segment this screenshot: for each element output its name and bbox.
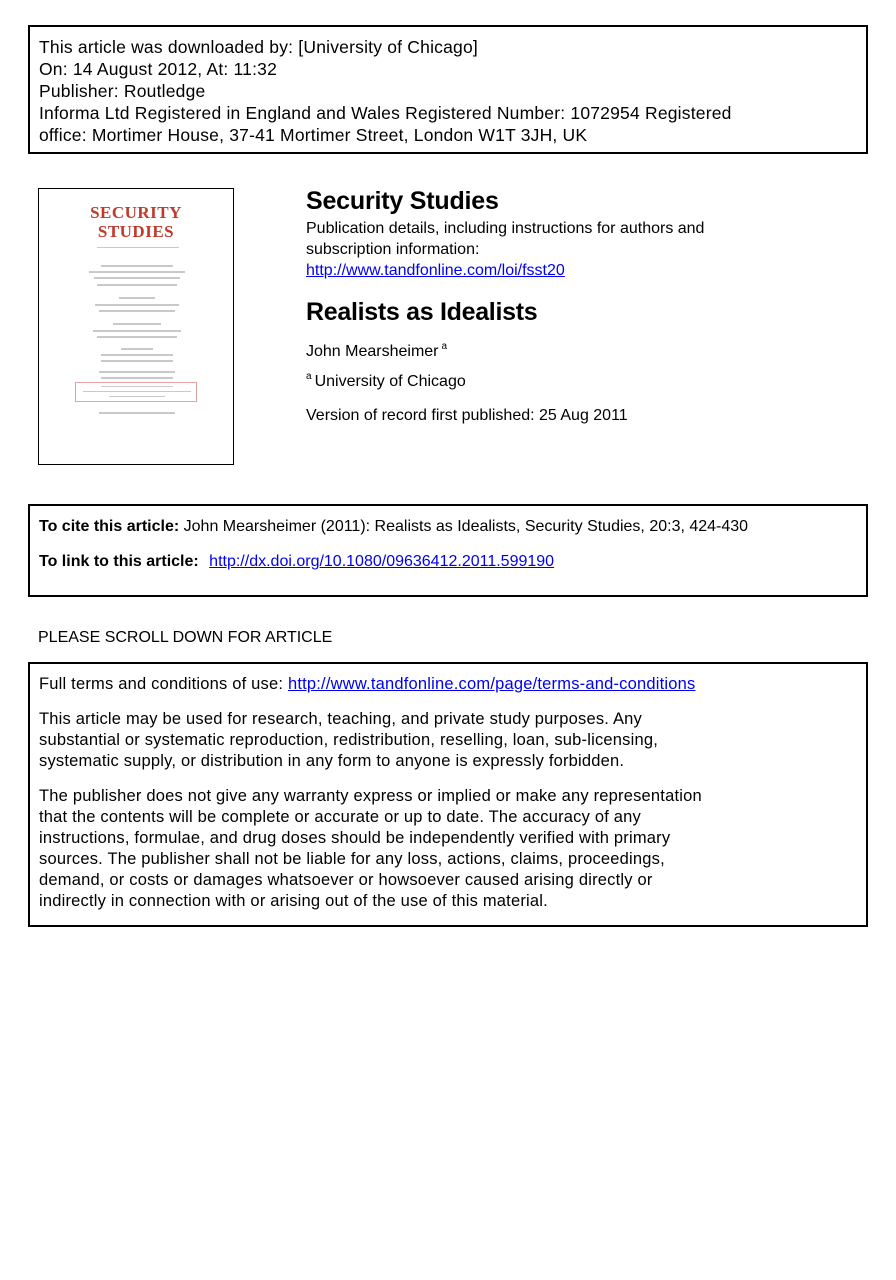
terms-row <box>39 674 866 695</box>
article-title: Realists as Idealists <box>306 298 538 326</box>
download-info-line: Publisher: Routledge <box>39 81 206 101</box>
download-info-line: This article was downloaded by: [University of Chicago] <box>39 37 478 57</box>
cover-decor-line <box>93 330 181 332</box>
cite-label: To cite this article: <box>39 518 180 535</box>
cover-decor-line <box>89 271 185 273</box>
cover-decor-line <box>97 336 177 338</box>
author-line <box>306 337 866 362</box>
terms-line: The publisher does not give any warranty express or implied or make any representation <box>39 787 702 805</box>
affiliation-line <box>306 366 866 393</box>
download-info-line: On: 14 August 2012, At: 11:32 <box>39 59 278 79</box>
terms-line: This article may be used for research, teaching, and private study purposes. Any <box>39 710 642 728</box>
terms-line: sources. The publisher shall not be liable for any loss, actions, claims, proceedings, <box>39 850 665 868</box>
cover-decor-line <box>95 304 179 306</box>
terms-box <box>28 662 868 927</box>
doi-link[interactable]: http://dx.doi.org/10.1080/09636412.2011.599190 <box>209 553 555 570</box>
terms-line: instructions, formulae, and drug doses should be independently verified with primary <box>39 829 671 847</box>
terms-line: indirectly in connection with or arising out of the use of this material. <box>39 892 548 910</box>
cover-decor-line <box>101 360 173 362</box>
article-header <box>306 184 866 427</box>
terms-link[interactable]: http://www.tandfonline.com/page/terms-and-conditions <box>287 675 696 693</box>
terms-line: systematic supply, or distribution in any form to anyone is expressly forbidden. <box>39 752 625 770</box>
cover-decor-line <box>97 247 179 248</box>
cover-decor-line <box>94 277 180 279</box>
download-info-line: office: Mortimer House, 37-41 Mortimer Street, London W1T 3JH, UK <box>39 125 588 145</box>
cover-decor-line <box>113 323 161 325</box>
cover-decor-line <box>99 412 175 414</box>
cover-decor-line <box>109 396 165 397</box>
publication-details-line: Publication details, including instructions for authors and <box>306 220 705 237</box>
cover-decor-line <box>119 297 155 299</box>
link-row <box>39 551 866 573</box>
journal-cover-image <box>38 188 234 465</box>
cover-decor-line <box>97 284 177 286</box>
download-info-line: Informa Ltd Registered in England and Wales Registered Number: 1072954 Registered <box>39 103 732 123</box>
scroll-down-note: PLEASE SCROLL DOWN FOR ARTICLE <box>38 629 333 646</box>
publication-details <box>306 218 866 281</box>
terms-paragraph-disclaimer <box>39 786 866 912</box>
terms-line: substantial or systematic reproduction, redistribution, reselling, loan, sub-licensing, <box>39 731 659 749</box>
cover-decor-line <box>99 310 175 312</box>
affiliation-name: University of Chicago <box>314 373 466 390</box>
cover-highlight-box <box>75 382 197 402</box>
terms-label: Full terms and conditions of use: <box>39 675 284 693</box>
author-name: John Mearsheimer <box>306 343 439 360</box>
download-info-box <box>28 25 868 154</box>
citation-box <box>28 504 868 597</box>
terms-paragraph-usage <box>39 709 866 772</box>
version-of-record: Version of record first published: 25 Aug 2011 <box>306 407 628 424</box>
journal-url-link[interactable]: http://www.tandfonline.com/loi/fsst20 <box>306 262 565 279</box>
cover-title-line1: SECURITY <box>90 203 182 222</box>
cover-decor-line <box>83 391 191 392</box>
journal-title: Security Studies <box>306 187 499 215</box>
link-label: To link to this article: <box>39 553 199 570</box>
cite-text: John Mearsheimer (2011): Realists as Idealists, Security Studies, 20:3, 424-430 <box>183 518 749 535</box>
affiliation-superscript: a <box>306 371 312 382</box>
cover-decor-line <box>101 377 173 379</box>
cover-decor-line <box>121 348 153 350</box>
terms-line: that the contents will be complete or accurate or up to date. The accuracy of any <box>39 808 641 826</box>
cover-decor-line <box>101 386 173 387</box>
terms-line: demand, or costs or damages whatsoever or howsoever caused arising directly or <box>39 871 653 889</box>
author-superscript: a <box>441 341 448 352</box>
cover-decor-line <box>99 371 175 373</box>
cite-row <box>39 516 866 538</box>
cover-decor-line <box>101 354 173 356</box>
cover-title-line2: STUDIES <box>97 222 175 241</box>
cover-decor-line <box>101 265 173 267</box>
publication-details-line: subscription information: <box>306 241 480 258</box>
